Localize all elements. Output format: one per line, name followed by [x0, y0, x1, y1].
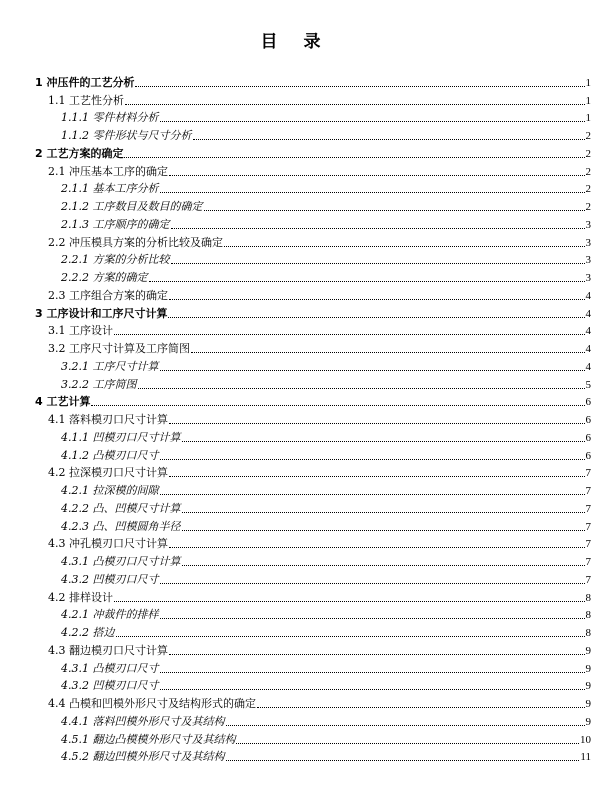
dot-leader — [160, 689, 585, 690]
toc-entry-label: 2 工艺方案的确定 — [35, 146, 124, 160]
toc-entry[interactable] — [0, 322, 591, 340]
dot-leader — [160, 192, 585, 193]
toc-entry-label: 4.2.3 凸、凹模圆角半径 — [61, 519, 181, 533]
toc-entry-label: 4.2.2 凸、凹模尺寸计算 — [61, 501, 181, 515]
toc-entry-page-number: 6 — [585, 449, 591, 462]
toc-entry[interactable] — [0, 304, 591, 322]
dot-leader — [160, 583, 585, 584]
toc-entry-label: 1.1.1 零件材料分析 — [61, 111, 159, 125]
dot-leader — [257, 707, 585, 708]
toc-entry[interactable] — [0, 339, 591, 357]
toc-entry-label: 1 冲压件的工艺分析 — [35, 75, 135, 89]
toc-entry-label: 3.2.2 工序简图 — [61, 377, 137, 391]
toc-entry-label: 4.3 冲孔模刃口尺寸计算 — [48, 537, 168, 551]
toc-entry-page-number: 9 — [585, 698, 591, 710]
toc-entry-label: 4.2.1 冲裁件的排样 — [61, 608, 159, 622]
toc-entry[interactable] — [0, 357, 591, 375]
toc-entry-label: 4.4 凸模和凹模外形尺寸及结构形式的确定 — [48, 697, 256, 710]
toc-entry[interactable] — [0, 268, 591, 286]
dot-leader — [204, 210, 585, 211]
toc-entry-page-number: 8 — [585, 609, 591, 622]
toc-entry[interactable] — [0, 481, 591, 499]
toc-entry-page-number: 4 — [585, 307, 591, 320]
toc-entry-page-number: 4 — [585, 325, 591, 338]
toc-entry[interactable] — [0, 251, 591, 269]
toc-entry-page-number: 10 — [580, 733, 591, 746]
toc-entry[interactable] — [0, 641, 591, 659]
page-title: 目 录 — [260, 32, 331, 52]
toc-entry[interactable] — [0, 517, 591, 535]
toc-entry[interactable] — [0, 286, 591, 304]
dot-leader — [224, 246, 585, 247]
toc-entry-label: 4 工艺计算 — [35, 395, 91, 409]
toc-entry-page-number: 7 — [585, 556, 591, 568]
toc-entry-label: 2.2.1 方案的分析比较 — [61, 253, 170, 267]
toc-entry-page-number: 3 — [585, 218, 591, 231]
toc-entry-label: 2.1 冲压基本工序的确定 — [48, 164, 168, 178]
toc-entry-label: 4.1 落料模刃口尺寸计算 — [48, 413, 168, 426]
toc-entry[interactable] — [0, 446, 591, 464]
toc-entry[interactable] — [0, 712, 591, 730]
dot-leader — [171, 263, 585, 264]
toc-entry-page-number: 1 — [585, 76, 591, 89]
toc-entry-label: 2.3 工序组合方案的确定 — [48, 288, 168, 302]
dot-leader — [149, 281, 585, 282]
dot-leader — [138, 388, 585, 389]
toc-entry-page-number: 2 — [585, 130, 591, 142]
toc-entry[interactable] — [0, 694, 591, 712]
toc-entry-page-number: 7 — [585, 502, 591, 515]
toc-entry-page-number: 1 — [585, 112, 591, 125]
toc-entry[interactable] — [0, 410, 591, 428]
dot-leader — [169, 547, 585, 548]
toc-entry-label: 4.5.1 翻边凸模模外形尺寸及其结构 — [61, 732, 236, 746]
toc-entry-label: 4.3.2 凹模刃口尺寸 — [61, 572, 159, 586]
toc-entry-page-number: 3 — [585, 236, 591, 249]
toc-entry-label: 2.1.3 工序顺序的确定 — [61, 217, 170, 231]
dot-leader — [116, 636, 585, 637]
toc-entry-label: 4.5.2 翻边凹模外形尺寸及其结构 — [61, 750, 225, 764]
toc-entry-page-number: 8 — [585, 627, 591, 639]
dot-leader — [169, 476, 585, 477]
toc-entry[interactable] — [0, 73, 591, 91]
toc-entry[interactable] — [0, 428, 591, 446]
toc-entry-page-number: 5 — [585, 378, 591, 391]
dot-leader — [182, 512, 585, 513]
toc-entry-page-number: 2 — [585, 165, 591, 178]
toc-entry-page-number: 11 — [580, 751, 591, 764]
toc-entry[interactable] — [0, 215, 591, 233]
toc-entry[interactable] — [0, 748, 591, 766]
dot-leader — [169, 299, 585, 300]
dot-leader — [191, 352, 585, 353]
toc-entry-label: 4.3.1 凸模刃口尺寸计算 — [61, 555, 181, 568]
dot-leader — [171, 228, 585, 229]
toc-entry-label: 4.4.1 落料凹模外形尺寸及其结构 — [61, 714, 225, 728]
toc-entry[interactable] — [0, 180, 591, 198]
toc-entry[interactable] — [0, 233, 591, 251]
dot-leader — [114, 334, 585, 335]
dot-leader — [114, 601, 585, 602]
dot-leader — [160, 672, 585, 673]
toc-entry-page-number: 8 — [585, 591, 591, 604]
toc-entry-page-number: 9 — [585, 662, 591, 675]
toc-entry[interactable] — [0, 535, 591, 553]
dot-leader — [182, 565, 585, 566]
toc-entry-label: 3.2.1 工序尺寸计算 — [61, 359, 159, 373]
toc-entry-page-number: 3 — [585, 272, 591, 284]
toc-entry[interactable] — [0, 552, 591, 570]
dot-leader — [160, 121, 585, 122]
toc-entry-label: 4.2.1 拉深模的间隙 — [61, 484, 159, 497]
dot-leader — [169, 423, 585, 424]
toc-entry-page-number: 9 — [585, 715, 591, 728]
toc-entry-page-number: 3 — [585, 254, 591, 267]
toc-entry-label: 2.2.2 方案的确定 — [61, 271, 148, 284]
toc-entry-label: 3.2 工序尺寸计算及工序简图 — [48, 342, 190, 355]
toc-entry-page-number: 1 — [585, 94, 591, 107]
dot-leader — [226, 760, 580, 761]
toc-entry[interactable] — [0, 109, 591, 127]
toc-entry[interactable] — [0, 393, 591, 411]
toc-entry-label: 1.1 工艺性分析 — [48, 93, 124, 107]
toc-entry[interactable] — [0, 588, 591, 606]
dot-leader — [236, 743, 579, 744]
toc-entry-label: 3 工序设计和工序尺寸计算 — [35, 306, 168, 320]
toc-entry[interactable] — [0, 570, 591, 588]
toc-entry-label: 1.1.2 零件形状与尺寸分析 — [61, 129, 192, 142]
toc-entry-label: 4.2 拉深模刃口尺寸计算 — [48, 466, 168, 480]
toc-entry[interactable] — [0, 197, 591, 215]
toc-entry-page-number: 6 — [585, 414, 591, 426]
toc-entry[interactable] — [0, 162, 591, 180]
dot-leader — [135, 86, 584, 87]
toc-entry-page-number: 7 — [585, 485, 591, 497]
toc-entry-page-number: 2 — [585, 201, 591, 213]
toc-entry[interactable] — [0, 144, 591, 162]
toc-entry-label: 4.3 翻边模刃口尺寸计算 — [48, 643, 168, 657]
toc-entry-label: 2.1.1 基本工序分析 — [61, 182, 159, 196]
dot-leader — [91, 405, 584, 406]
toc-entry-label: 3.1 工序设计 — [48, 324, 113, 338]
toc-entry-page-number: 7 — [585, 538, 591, 551]
dot-leader — [226, 725, 585, 726]
dot-leader — [124, 157, 584, 158]
dot-leader — [160, 494, 585, 495]
toc-entry-page-number: 4 — [585, 343, 591, 355]
dot-leader — [160, 459, 585, 460]
toc-entry[interactable] — [0, 464, 591, 482]
dot-leader — [169, 175, 585, 176]
dot-leader — [182, 441, 585, 442]
toc-entry-page-number: 7 — [585, 573, 591, 586]
toc-entry[interactable] — [0, 623, 591, 641]
toc-entry-label: 2.2 冲压模具方案的分析比较及确定 — [48, 235, 223, 249]
toc-entry[interactable] — [0, 91, 591, 109]
toc-entry-page-number: 4 — [585, 289, 591, 302]
toc-entry-label: 4.2.2 搭边 — [61, 626, 115, 639]
toc-entry-page-number: 4 — [585, 360, 591, 373]
toc-entry-page-number: 9 — [585, 680, 591, 693]
toc-entry[interactable] — [0, 606, 591, 624]
toc-entry-label: 4.1.2 凸模刃口尺寸 — [61, 448, 159, 462]
table-of-contents — [0, 73, 591, 765]
dot-leader — [160, 618, 585, 619]
toc-entry-page-number: 2 — [585, 147, 591, 160]
dot-leader — [125, 104, 585, 105]
toc-entry[interactable] — [0, 659, 591, 677]
toc-entry[interactable] — [0, 375, 591, 393]
dot-leader — [193, 139, 585, 140]
toc-entry-label: 4.1.1 凹模刃口尺寸计算 — [61, 430, 181, 444]
dot-leader — [182, 530, 585, 531]
toc-entry[interactable] — [0, 499, 591, 517]
toc-entry-page-number: 9 — [585, 644, 591, 657]
toc-entry-label: 2.1.2 工序数目及数目的确定 — [61, 200, 203, 213]
toc-entry-label: 4.3.2 凹模刃口尺寸 — [61, 679, 159, 693]
dot-leader — [168, 317, 584, 318]
toc-entry-page-number: 7 — [585, 520, 591, 533]
toc-entry-page-number: 6 — [585, 431, 591, 444]
toc-entry-label: 4.3.1 凸模刃口尺寸 — [61, 661, 159, 675]
toc-entry-page-number: 7 — [585, 467, 591, 480]
toc-entry-page-number: 2 — [585, 183, 591, 196]
dot-leader — [169, 654, 585, 655]
toc-entry[interactable] — [0, 730, 591, 748]
toc-entry[interactable] — [0, 677, 591, 695]
dot-leader — [160, 370, 585, 371]
toc-entry[interactable] — [0, 126, 591, 144]
toc-entry-label: 4.2 排样设计 — [48, 590, 113, 604]
toc-entry-page-number: 6 — [585, 396, 591, 409]
